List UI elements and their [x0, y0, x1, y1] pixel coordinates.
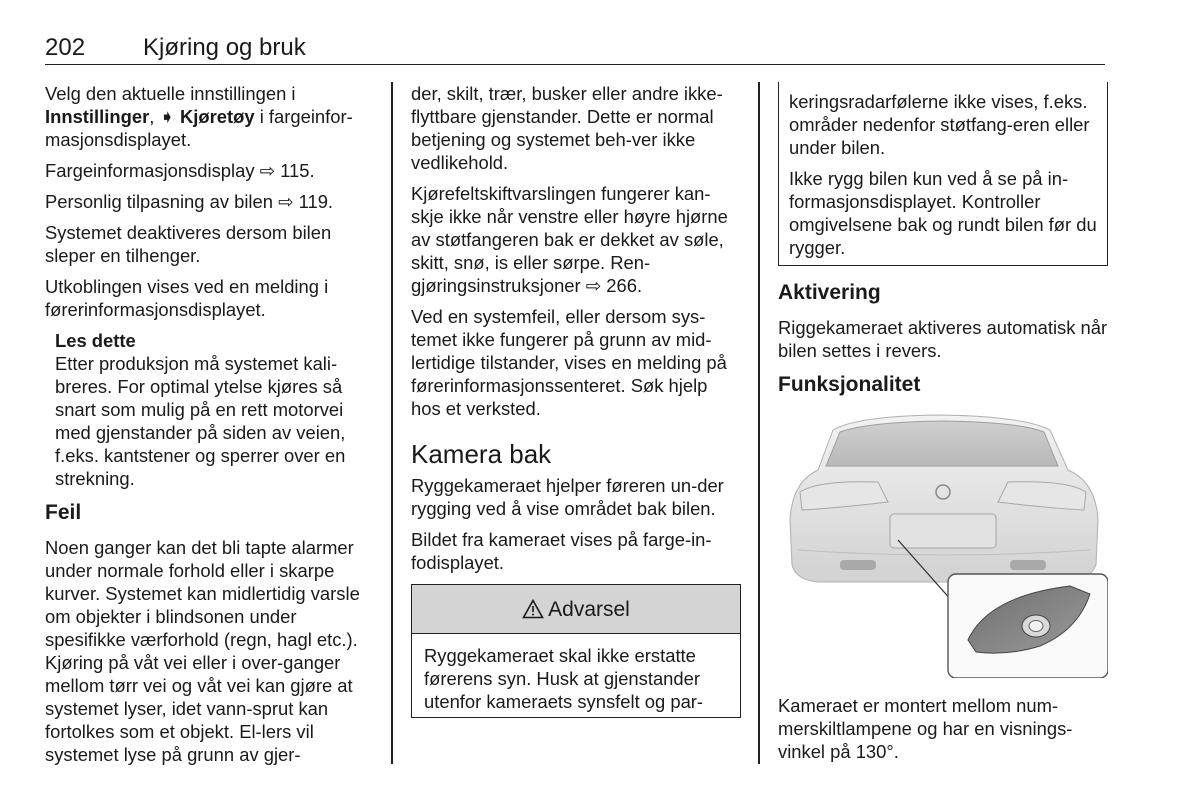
column-2: [411, 82, 741, 718]
note-text: Etter produksjon må systemet kali-breres. For optimal ytelse kjøres så snart som mulig på en rett motorvei med gjenstander på siden av veien, f.eks. kantstener og sperrer over en strekning.: [55, 353, 346, 489]
page-number: 202: [45, 34, 86, 61]
rear-camera-illustration: [778, 410, 1108, 678]
paragraph-activation: Riggekameraet aktiveres automatisk når bilen settes i revers.: [778, 317, 1108, 361]
car-rear-drawing: [778, 410, 1108, 678]
column-divider-2: [758, 82, 760, 764]
paragraph-ref-personal: Personlig tilpasning av bilen ⇨ 119.: [45, 191, 334, 212]
warning-triangle-icon: [522, 599, 544, 619]
arrow-right-icon: ➧: [159, 106, 175, 127]
paragraph-camera-intro: Ryggekameraet hjelper føreren un-der rygging ved å vise området bak bilen.: [411, 475, 724, 519]
column-1: [45, 82, 375, 774]
heading-kamera-bak: Kamera bak: [411, 439, 552, 469]
warning-text-check: Ikke rygg bilen kun ved å se på in-formasjonsdisplayet. Kontroller omgivelsene bak og rundt bilen før du rygger.: [789, 168, 1097, 258]
column-3: [778, 82, 1108, 771]
warning-title: Advarsel: [548, 597, 630, 621]
warning-box-continued: [778, 82, 1108, 266]
paragraph-camera-display: Bildet fra kameraet vises på farge-in-fodisplayet.: [411, 529, 712, 573]
paragraph-camera-mount: Kameraet er montert mellom num-merskiltlampene og har en visnings-vinkel på 130°.: [778, 695, 1073, 762]
warning-box: [411, 584, 741, 718]
paragraph-settings: Velg den aktuelle innstillingen i Innstillinger, ➧ Kjøretøy i fargeinfor-masjonsdisplayet.: [45, 83, 353, 150]
paragraph-lane-change: Kjørefeltskiftvarslingen fungerer kan-skje ikke når venstre eller høyre hjørne av støtfangeren bak er dekket av søle, skitt, snø, is eller sørpe. Ren-gjøringsinstruksjoner ⇨ 266.: [411, 183, 728, 296]
menu-path-vehicle: Kjøretøy: [174, 106, 255, 127]
note-title: Les dette: [55, 330, 136, 351]
paragraph-feil: Noen ganger kan det bli tapte alarmer under normale forhold eller i skarpe kurver. Systemet kan midlertidig varsle om objekter i blindsonen under spesifikke værforhold (regn, hagl etc.). Kjøring på våt vei eller i over-ganger mellom tørr vei og våt vei kan gjøre at systemet lyser, idet vann-sprut kan fortolkes som et objekt. El-lers vil systemet lyse på grunn av gjer-: [45, 537, 360, 765]
note-block: [45, 329, 375, 490]
paragraph-ref-display: Fargeinformasjonsdisplay ⇨ 115.: [45, 160, 315, 181]
menu-path-settings: Innstillinger: [45, 106, 150, 127]
warning-text: Ryggekameraet skal ikke erstatte førerens syn. Husk at gjenstander utenfor kameraets synsfelt og par-: [424, 645, 704, 712]
heading-aktivering: Aktivering: [778, 281, 881, 304]
paragraph-message: Utkoblingen vises ved en melding i førerinformasjonsdisplayet.: [45, 276, 329, 320]
chapter-title: Kjøring og bruk: [143, 34, 306, 61]
warning-header: [412, 585, 740, 634]
warning-text-continued: keringsradarfølerne ikke vises, f.eks. områder nedenfor støtfang-eren eller under bilen.: [789, 91, 1090, 158]
paragraph-continued: der, skilt, trær, busker eller andre ikke-flyttbare gjenstander. Dette er normal betjening og systemet beh-ver ikke vedlikehold.: [411, 83, 723, 173]
paragraph-trailer: Systemet deaktiveres dersom bilen sleper en tilhenger.: [45, 222, 332, 266]
column-divider-1: [391, 82, 393, 764]
heading-funksjonalitet: Funksjonalitet: [778, 373, 921, 396]
paragraph-system-fault: Ved en systemfeil, eller dersom sys-temet ikke fungerer på grunn av mid-lertidige tilstander, vises en melding på førerinformasjonssenteret. Søk hjelp hos et verksted.: [411, 306, 727, 419]
page-header: [45, 34, 1105, 65]
heading-feil: Feil: [45, 501, 82, 524]
